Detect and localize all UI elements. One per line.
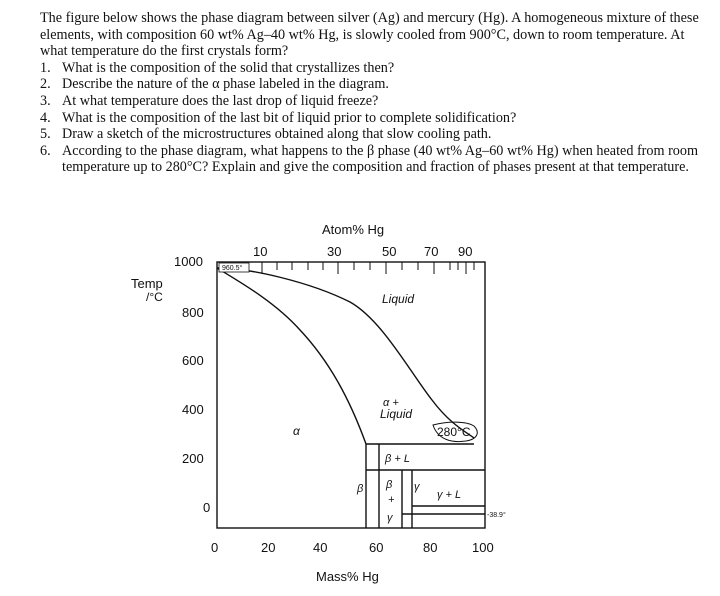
y-axis-unit: /°C	[146, 290, 163, 304]
region-beta: β	[357, 483, 364, 495]
y-tick-label: 800	[182, 305, 204, 320]
question-text: According to the phase diagram, what happens to the β phase (40 wt% Ag–60 wt% Hg) when heated from room temperature up to 280°C? Explain and give the composition and fraction of phases present at that temperature.	[62, 142, 699, 176]
question-number: 5.	[40, 126, 51, 143]
y-tick-label: 1000	[174, 254, 203, 269]
y-tick-label: 600	[182, 353, 204, 368]
region-beta-gamma-line3: γ	[387, 512, 393, 524]
x-tick-label: 100	[472, 540, 494, 555]
y-tick-label: 400	[182, 402, 204, 417]
region-beta-gamma-line1: β	[386, 479, 393, 491]
region-alpha: α	[293, 424, 300, 438]
problem-intro: The figure below shows the phase diagram between silver (Ag) and mercury (Hg). A homogeneous mixture of these elements, with composition 60 wt% Ag–40 wt% Hg, is slowly cooled from 900°C, down to room temperature. At what temperature do the first crystals form?	[40, 10, 699, 60]
x-tick-label: 60	[369, 540, 384, 555]
region-beta-liquid: β + L	[385, 453, 410, 465]
question-text: What is the composition of the last bit of liquid prior to complete solidification?	[62, 109, 517, 126]
region-beta-gamma-line2: +	[388, 494, 395, 506]
region-alpha-liquid-line1: α +	[383, 397, 399, 409]
x-tick-label: 40	[313, 540, 328, 555]
peritectic-label: 280°C	[437, 425, 471, 439]
ag-melting-label: 960.5°	[222, 265, 243, 272]
top-tick-label: 50	[382, 244, 397, 259]
question-text: What is the composition of the solid that crystallizes then?	[62, 59, 395, 76]
top-axis-ticks	[232, 262, 474, 274]
top-axis-title: Atom% Hg	[322, 222, 385, 237]
region-gamma: γ	[414, 481, 420, 493]
region-liquid: Liquid	[382, 292, 415, 306]
question-number: 4.	[40, 109, 51, 126]
hg-melting-label: -38.9°	[487, 512, 506, 519]
x-axis-title: Mass% Hg	[316, 569, 379, 584]
top-tick-label: 70	[424, 244, 439, 259]
question-number: 6.	[40, 142, 51, 159]
x-tick-label: 20	[261, 540, 276, 555]
question-text: Draw a sketch of the microstructures obtained along that slow cooling path.	[62, 126, 492, 143]
region-alpha-liquid-line2: Liquid	[380, 407, 413, 421]
question-text: At what temperature does the last drop of liquid freeze?	[62, 92, 379, 109]
question-text: Describe the nature of the α phase labeled in the diagram.	[62, 76, 389, 93]
y-tick-label: 0	[203, 500, 211, 515]
question-number: 3.	[40, 92, 51, 109]
liquidus-curve	[217, 268, 474, 438]
top-tick-label: 90	[458, 244, 473, 259]
question-number: 1.	[40, 59, 51, 76]
top-tick-label: 30	[327, 244, 342, 259]
solidus-curve	[217, 268, 366, 444]
question-number: 2.	[40, 76, 51, 93]
top-tick-label: 10	[253, 244, 268, 259]
x-tick-label: 0	[211, 540, 219, 555]
y-axis-title: Temp	[131, 276, 163, 291]
region-gamma-liquid: γ + L	[437, 489, 462, 501]
x-tick-label: 80	[423, 540, 438, 555]
y-tick-label: 200	[182, 451, 204, 466]
